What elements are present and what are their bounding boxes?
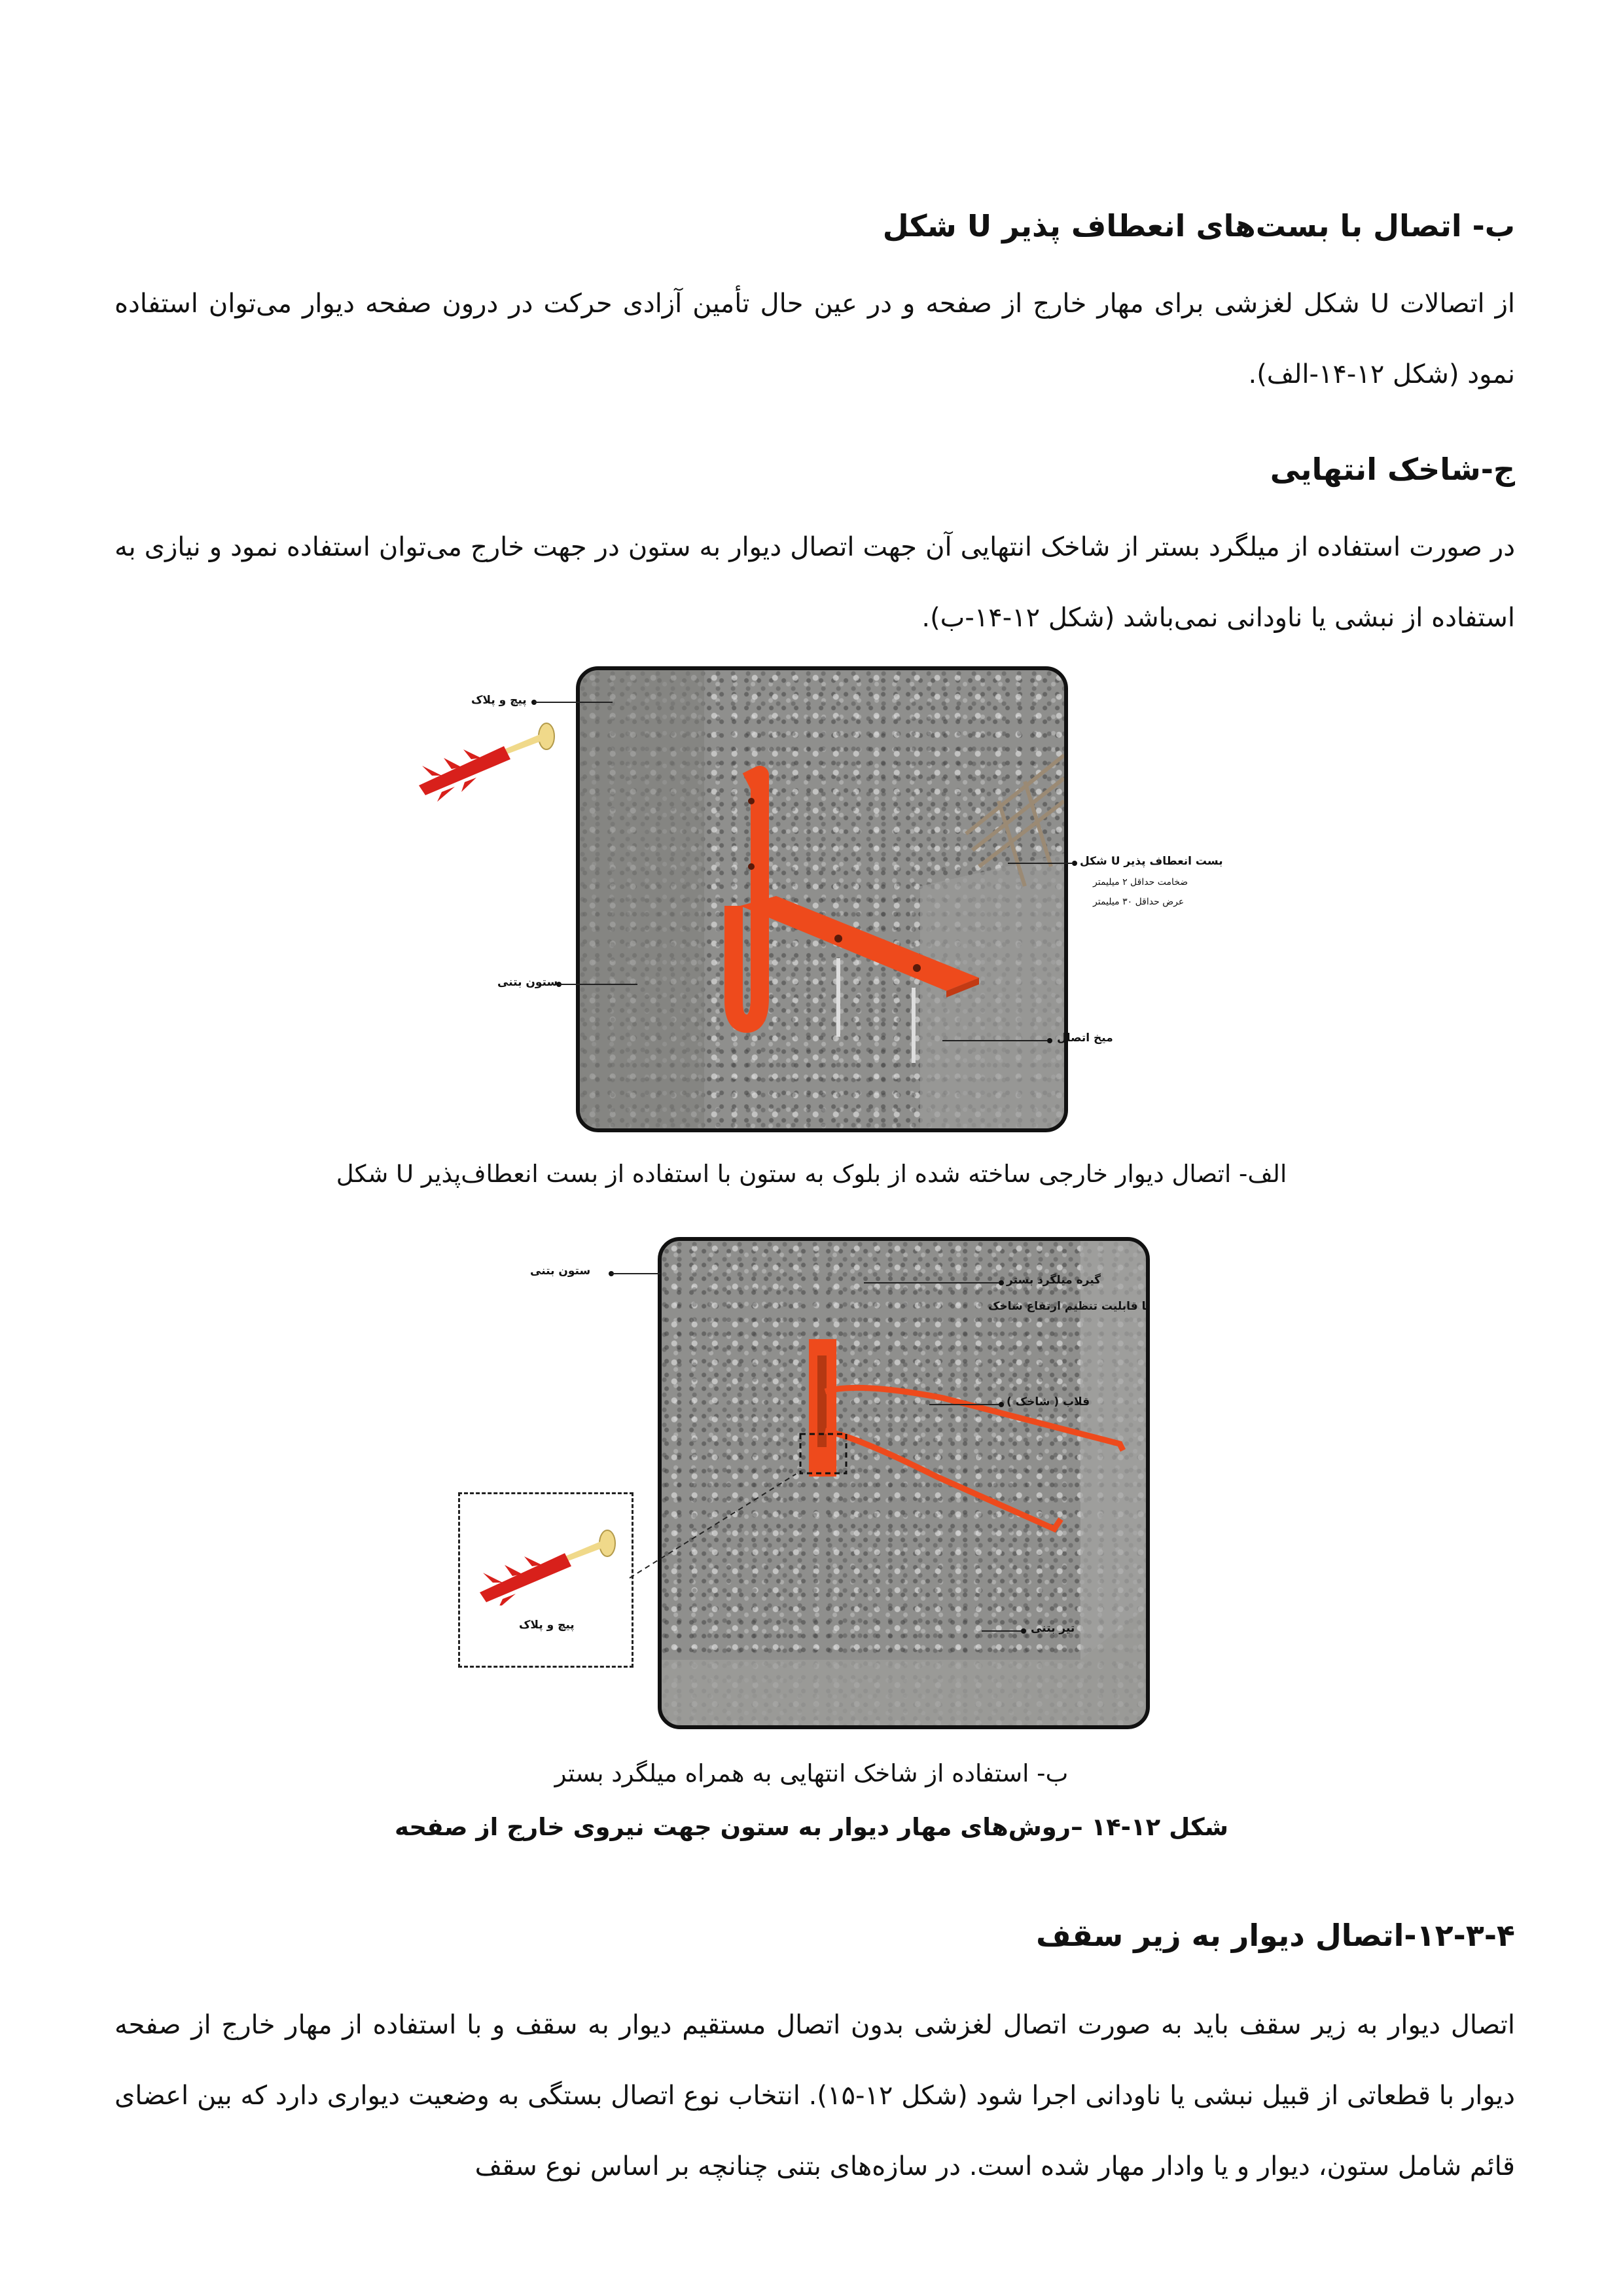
screw-and-plug-icon (467, 1520, 624, 1605)
fig-a-label-concrete-column: ستون بتنی (497, 976, 558, 989)
fig-b-leader (929, 1404, 999, 1405)
fig-a-label-dot (1047, 1038, 1052, 1043)
section-b-paragraph: از اتصالات U شکل لغزشی برای مهار خارج از صفحه و در عین حال تأمین آزادی حرکت در درون صفحه دیوار می‌توان استفاده نمود (شکل ۱۲-۱۴-الف). (115, 289, 1516, 389)
fig-b-label-rebar-clip: گیره میلگرد بستر (1007, 1274, 1101, 1287)
fig-a-leader (534, 702, 613, 703)
fig-a-label-thickness: ضخامت حداقل ۲ میلیمتر (1093, 877, 1188, 888)
fig-b-label-adjustable: با قابلیت تنظیم ارتفاع شاخک (988, 1300, 1150, 1313)
fig-b-label-dot (999, 1280, 1004, 1285)
figure-b-caption: ب- استفاده از شاخک انتهایی به همراه میلگرد بستر (554, 1759, 1069, 1787)
figure-a-concrete-panel (576, 666, 1068, 1132)
fig-b-label-hook: قلاب ( شاخک ) (1007, 1395, 1090, 1408)
fig-a-label-screw-and-plug: پیچ و پلاک (471, 694, 527, 707)
fig-a-label-flex-bracket: بست انعطاف پذیر U شکل (1080, 855, 1223, 868)
fig-a-leader (942, 1040, 1047, 1041)
fig-a-label-width: عرض حداقل ۳۰ میلیمتر (1093, 897, 1185, 907)
figure-a-caption: الف- اتصال دیوار خارجی ساخته شده از بلوک به ستون با استفاده از بست انعطاف‌پذیر U شکل (336, 1160, 1287, 1188)
figure-b-drawing (662, 1241, 1146, 1725)
section-b-heading: ب- اتصال با بست‌های انعطاف پذیر U شکل (882, 208, 1515, 243)
figure-b (445, 1237, 1230, 1734)
fig-a-leader (1008, 863, 1073, 864)
figure-a (366, 661, 1283, 1145)
fig-b-label-screw-and-plug: پیچ و پلاک (519, 1619, 575, 1632)
screw-and-plug-icon (406, 713, 563, 805)
fig-a-leader (559, 984, 637, 985)
fig-b-label-dot (1021, 1628, 1026, 1634)
fig-b-label-concrete-column: ستون بتنی (530, 1265, 591, 1278)
fig-b-leader (864, 1282, 999, 1283)
screw-plug-inset (458, 1492, 633, 1668)
section-12-3-4-paragraph: اتصال دیوار به زیر سقف باید به صورت اتصال لغزشی بدون اتصال مستقیم دیوار به سقف و با استفاده از مهار خارج از صفحه دیوار با قطعاتی از قبیل نبشی یا ناودانی اجرا شود (شکل ۱۲-۱۵). انتخاب نوع اتصال بستگی به وضعیت دیواری دارد که بین اعضای قائم شامل ستون، دیوار و یا وادار مهار شده است. در سازه‌های بتنی چنانچه بر اساس نوع سقف (115, 2010, 1515, 2181)
figure-a-drawing (580, 670, 1064, 1128)
section-12-3-4-heading: ۱۲-۳-۴-اتصال دیوار به زیر سقف (1036, 1918, 1515, 1953)
fig-a-label-nail: میخ اتصال (1057, 1031, 1113, 1045)
section-c-heading: ج-شاخک انتهایی (1270, 452, 1515, 487)
fig-b-leader (611, 1273, 660, 1274)
section-c-paragraph: در صورت استفاده از میلگرد بستر از شاخک انتهایی آن جهت اتصال دیوار به ستون در جهت خارج می‌توان استفاده نمود و نیازی به استفاده از نبشی یا ناودانی نمی‌باشد (شکل ۱۲-۱۴-ب). (115, 532, 1515, 633)
fig-b-leader (982, 1630, 1021, 1632)
fig-b-label-dot (999, 1402, 1004, 1407)
figure-caption: شکل ۱۲-۱۴ –روش‌های مهار دیوار به ستون جهت نیروی خارج از صفحه (394, 1813, 1228, 1841)
fig-b-label-concrete-beam: تیر بتنی (1031, 1622, 1075, 1635)
